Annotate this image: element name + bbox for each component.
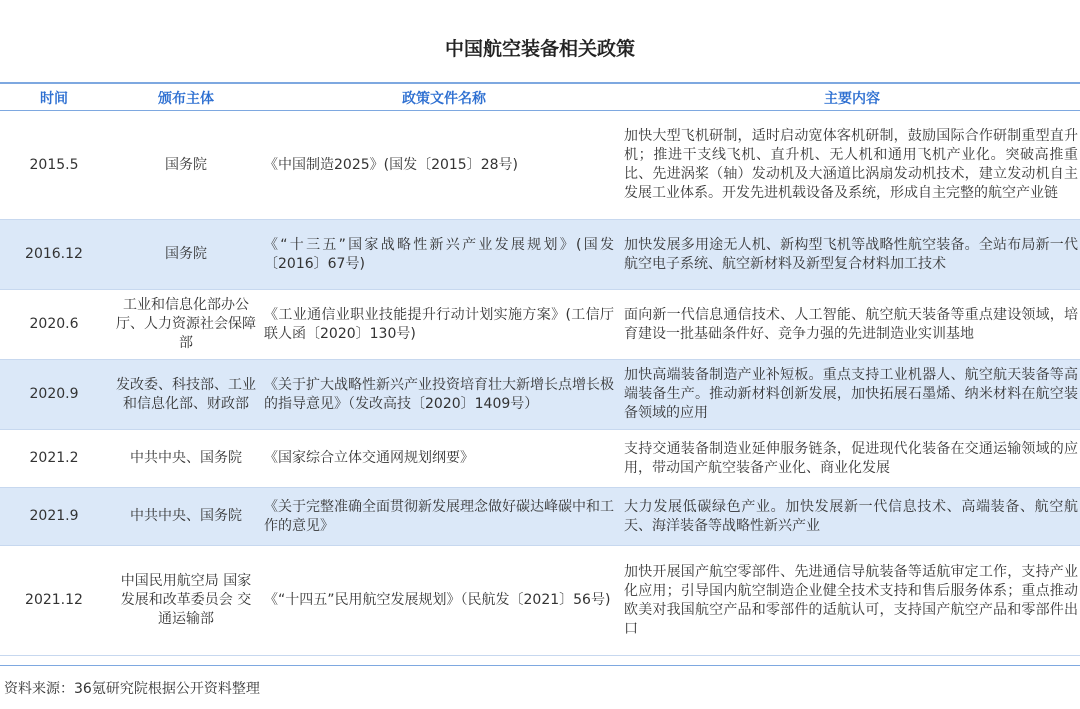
row-document: 《“十四五”民用航空发展规划》（民航发〔2021〕56号)	[264, 546, 624, 656]
row-content: 加快大型飞机研制，适时启动宽体客机研制，鼓励国际合作研制重型直升机；推进干支线飞机、直升机、无人机和通用飞机产业化。突破高推重比、先进涡桨（轴）发动机及大涵道比涡扇发动机技术，建立发动机自主发展工业体系。开发先进机载设备及系统，形成自主完整的航空产业链	[624, 111, 1080, 220]
header-document: 政策文件名称	[264, 85, 624, 111]
table-row	[0, 360, 1080, 430]
table-row	[0, 488, 1080, 546]
row-issuer: 发改委、科技部、工业和信息化部、财政部	[108, 360, 264, 430]
row-issuer: 中国民用航空局 国家发展和改革委员会 交通运输部	[108, 546, 264, 656]
table-row	[0, 546, 1080, 656]
table-row	[0, 220, 1080, 290]
row-content: 大力发展低碳绿色产业。加快发展新一代信息技术、高端装备、航空航天、海洋装备等战略性新兴产业	[624, 488, 1080, 546]
row-issuer: 中共中央、国务院	[108, 488, 264, 546]
row-time: 2021.9	[0, 488, 108, 546]
row-content: 加快发展多用途无人机、新构型飞机等战略性航空装备。全站布局新一代航空电子系统、航空新材料及新型复合材料加工技术	[624, 220, 1080, 290]
row-time: 2021.2	[0, 430, 108, 488]
table-row	[0, 111, 1080, 220]
page-title: 中国航空装备相关政策	[444, 38, 635, 60]
table-header-row	[0, 85, 1080, 111]
row-content: 加快开展国产航空零部件、先进通信导航装备等适航审定工作，支持产业化应用；引导国内航空制造企业健全技术支持和售后服务体系；重点推动欧美对我国航空产品和零部件的适航认可，支持国产航空产品和零部件出口	[624, 546, 1080, 656]
row-time: 2016.12	[0, 220, 108, 290]
header-issuer: 颁布主体	[108, 85, 264, 111]
row-time: 2020.9	[0, 360, 108, 430]
row-document: 《中国制造2025》(国发〔2015〕28号)	[264, 111, 624, 220]
policy-table	[0, 85, 1080, 656]
table-bottom-rule	[0, 665, 1080, 666]
source-note: 资料来源：36氪研究院根据公开资料整理	[4, 681, 260, 697]
table-row	[0, 290, 1080, 360]
row-content: 面向新一代信息通信技术、人工智能、航空航天装备等重点建设领域，培育建设一批基础条件好、竞争力强的先进制造业实训基地	[624, 290, 1080, 360]
header-time: 时间	[0, 85, 108, 111]
row-content: 支持交通装备制造业延伸服务链条，促进现代化装备在交通运输领域的应用，带动国产航空装备产业化、商业化发展	[624, 430, 1080, 488]
row-document: 《关于完整准确全面贯彻新发展理念做好碳达峰碳中和工作的意见》	[264, 488, 624, 546]
row-issuer: 国务院	[108, 111, 264, 220]
row-document: 《关于扩大战略性新兴产业投资培育壮大新增长点增长极的指导意见》（发改高技〔2020〕1409号）	[264, 360, 624, 430]
header-content: 主要内容	[624, 85, 1080, 111]
header-top-rule	[0, 82, 1080, 84]
row-document: 《国家综合立体交通网规划纲要》	[264, 430, 624, 488]
row-issuer: 国务院	[108, 220, 264, 290]
row-document: 《工业通信业职业技能提升行动计划实施方案》(工信厅联人函〔2020〕130号)	[264, 290, 624, 360]
row-issuer: 工业和信息化部办公厅、人力资源社会保障部	[108, 290, 264, 360]
row-content: 加快高端装备制造产业补短板。重点支持工业机器人、航空航天装备等高端装备生产。推动新材料创新发展，加快拓展石墨烯、纳米材料在航空装备领域的应用	[624, 360, 1080, 430]
row-time: 2015.5	[0, 111, 108, 220]
row-document: 《“十三五”国家战略性新兴产业发展规划》(国发〔2016〕67号)	[264, 220, 624, 290]
table-row	[0, 430, 1080, 488]
row-issuer: 中共中央、国务院	[108, 430, 264, 488]
row-time: 2021.12	[0, 546, 108, 656]
row-time: 2020.6	[0, 290, 108, 360]
